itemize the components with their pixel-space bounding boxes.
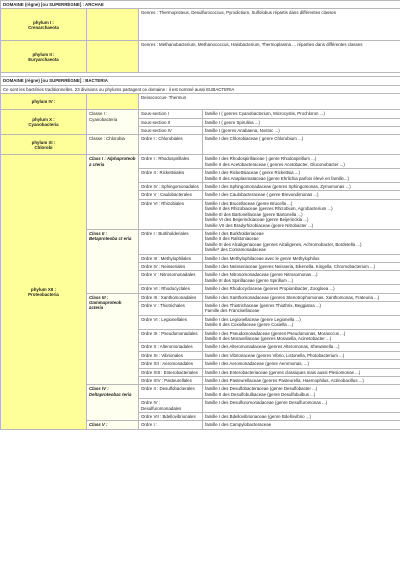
- ordre-cell: Ordre IV : Sphingomonadales: [139, 183, 203, 191]
- famille-cell: famille I des Methylophilaceae avec le genre Methylophilus: [203, 254, 400, 262]
- ordre-cell: Sous-section IV: [139, 127, 203, 135]
- famille-cell: famille I des Caulobacteraceae ( genre Brevundimonas ...): [203, 191, 400, 199]
- ordre-cell: Ordre III : Xanthomonadales: [139, 293, 203, 301]
- ordre-cell: Ordre I :: [139, 421, 203, 429]
- ordre-cell: Ordre II : Desulfobacterales: [139, 385, 203, 399]
- class-cyanobacteria: Classe I : Cyanobacteria: [87, 110, 139, 135]
- famille-cell: famille I des Xanthomonadaceae (genres Stenotrophomonas, Xanthomonas, Frateuria ...): [203, 293, 400, 301]
- phylum-11-label: phylum XI : Chlorobi: [31, 139, 56, 150]
- ordre-cell: Ordre VI : Rhizobiales: [139, 199, 203, 229]
- famille-cell: famille I ( genre Spirulina ...): [203, 118, 400, 126]
- phylum-12-label: phylum XII : Proteobacteria: [28, 286, 59, 298]
- phylum-cyanobacteria: [1, 110, 87, 135]
- ordre-cell: Ordre V : Caulobacterales: [139, 191, 203, 199]
- ordre-cell: Ordre XIII : Enterobacteriales: [139, 368, 203, 376]
- ordre-cell: Sous-section II: [139, 118, 203, 126]
- ordre-cell: Ordre V : Nitrosomonadales: [139, 271, 203, 285]
- famille-cell: famille I des Desulfuromonadaceae (genre Desulfuromonas ...): [203, 399, 400, 413]
- ordre-cell: Sous-section I: [139, 110, 203, 118]
- famille-cell: famille I des Brucellaceae (genre Brucella ...) famille II des Rhizobiaceae (genres Rhizobium, Agrobacterium ...) famille III des Bartonellaceae (genre Bartonella ...) famille VI des Beijerinckiaceae (genre Beijerinckia ...) famille VII des Bradyrhizobiaceae (genre Nitrobacter ...): [203, 199, 400, 229]
- archaea-domain-title: DOMAINE (règne) [ou SUPERRÈGNE] : ARCHAE: [1, 1, 400, 9]
- famille-cell: famille I des Campylobacteraceae: [203, 421, 400, 429]
- phylum-euryarchaeota: [1, 41, 87, 73]
- famille-cell: famille I des Rhodospirillaceae ( genre Rhodospirillum ...) famille II des Acetobacteraceae ( genres Acetobacter, Gluconobacter ...): [203, 155, 400, 169]
- ordre-cell: Ordre III : Methylophilales: [139, 254, 203, 262]
- phylum-proteobacteria: [1, 155, 87, 429]
- ordre-cell: Ordre XIV : Pasteurellales: [139, 377, 203, 385]
- famille-cell: famille I des Neisseriaceae (genres Neisseria, Eikenella, Kingella, Chromobacterium ...): [203, 262, 400, 270]
- famille-cell: famille I des Vibrionaceae (genres Vibrio, Listonella, Photobacterium ...): [203, 351, 400, 359]
- phylum-10-label: phylum X : Cyanobacteria: [28, 116, 59, 128]
- famille-cell: famille I des Bdellovibrionaceae (genre Bdellovibrio ...): [203, 413, 400, 421]
- famille-cell: famille I des Pasteurellaceae (genres Pasteurella, Haemophilus, Actinobacillus ...): [203, 377, 400, 385]
- ordre-cell: Ordre II : Rickettsiales: [139, 169, 203, 183]
- famille-cell: famille I des Rhodocyclaceae (genres Propionibacter, Zoogloea ...): [203, 285, 400, 293]
- phylum-2-text: Genres : Methanobacterium, Methanococcus, Halobacterium, Thermoplasma ... réparties dans différentes classes: [139, 41, 400, 73]
- famille-cell: famille I (genres Anabaena, Nostoc ...): [203, 127, 400, 135]
- class-cell: Class IV : Deltaproteobac teria: [87, 385, 139, 421]
- famille-cell: famille I des Pseudomonadaceae (genres Pseudomonas, Moraxccus ...) famille II des Moraxellaceae (genres Moraxella, Acinetobacter ...): [203, 329, 400, 343]
- famille-cell: famille I des Burkholderiaceae famille II des Ralstoniaceae famille III des Alcaligenaceae (genres Alcaligenes, Achromobacter, Bordetella ...) famille* des Comamonadaceae: [203, 229, 400, 254]
- famille-cell: famille I des Chlorobiaceae ( genre Chlorobium ...): [203, 135, 400, 155]
- phylum-chlorobi: [1, 135, 87, 155]
- bacteria-note: Ce sont les bactéries traditionnelles. 23 divisions ou phylums partagent ce domaine : il est nommé aussi EUBACTERIA: [1, 85, 400, 93]
- famille-cell: famille I des Thiotrichaceae (genres Thiothrix, Beggiatoa ...) Famille des Francisellaceae: [203, 301, 400, 315]
- famille-cell: famille I des Rickettsiaceae ( genre Rickettsia ...) famille II des Anaplasmataceae (genre Ehrlichia parfois élevé en famille...): [203, 169, 400, 183]
- famille-cell: famille I des Legionellaceae (genre Legionella ...) famille II des Coxiellaceae (genre Coxiella ...): [203, 315, 400, 329]
- ordre-cell: Ordre V : Thiotrichales: [139, 301, 203, 315]
- empty-cell: [87, 9, 139, 41]
- phylum-12-body: [1, 155, 400, 429]
- famille-cell: famille I des Nitrosomonadaceae (genre Nitrosomonas ...) famille III des Spirillaceae (genre Spirillum ...): [203, 271, 400, 285]
- phylum-4-text: Deinococcus- Thermus: [139, 94, 400, 110]
- ordre-cell: Ordre IV : Desulfuromonadales: [139, 399, 203, 413]
- class-cell: Class II : Betaproteoba ct eria: [87, 229, 139, 293]
- famille-cell: famille I des Alteromonadaceae (genres Alteromonas, Shewanella ...): [203, 343, 400, 351]
- famille-cell: famille I des Sphingomonadaceae (genres Sphingomonas, Zymomonas ...): [203, 183, 400, 191]
- ordre-cell: Ordre I : Chlorobiales: [139, 135, 203, 155]
- famille-cell: famille I ( genres Cyanobacterium, Microcystis, Prochloron ...): [203, 110, 400, 118]
- ordre-cell: Ordre X : Alteromonadales: [139, 343, 203, 351]
- famille-cell: famille I des Desulfobacteraceae (genre Desulfobacter ...) famille II des Desulfobulbaceae (genre Desulfobulbus ...): [203, 385, 400, 399]
- ordre-cell: Ordre XII : Aeromonadales: [139, 360, 203, 368]
- empty-cell: [87, 94, 139, 110]
- class-cell: Class III : Gammaproteob acteria: [87, 293, 139, 385]
- ordre-cell: Ordre XI : Vibrionales: [139, 351, 203, 359]
- ordre-cell: Ordre I : Burkholderiales: [139, 229, 203, 254]
- phylum-1-label: phylum I : Crenarchaeota: [28, 19, 59, 30]
- phylum-2-label: phylum II : Euryarchaeota: [28, 51, 59, 62]
- ordre-cell: Ordre VI : Rhodocyclales: [139, 285, 203, 293]
- phylum-crenarchaeota: [1, 9, 87, 41]
- ordre-cell: Ordre I : Rhodospirillales: [139, 155, 203, 169]
- class-cell: Class V :: [87, 421, 139, 429]
- empty-cell: [87, 41, 139, 73]
- ordre-cell: Ordre IV : Neisseriales: [139, 262, 203, 270]
- class-cell: Class I : Alphaproteob a cteria: [87, 155, 139, 229]
- class-chlorobia: Classe : Chlorobia: [87, 135, 139, 155]
- ordre-cell: Ordre IX : Pseudomonadales: [139, 329, 203, 343]
- ordre-cell: Ordre VI : Legionellales: [139, 315, 203, 329]
- famille-cell: famille I des Enterobacteriaceae (genres classiques mais aussi Plesiomonas ...): [203, 368, 400, 376]
- phylum-4: phylum IV :: [1, 94, 87, 110]
- famille-cell: famille I des Aeromonadaceae (genre Aeromonas, ...): [203, 360, 400, 368]
- ordre-cell: Ordre VII : Bdellovibrionales: [139, 413, 203, 421]
- bacteria-domain-title: DOMAINE (règne) [ou SUPERRÈGNE] : BACTERIA: [1, 77, 400, 85]
- phylum-1-text: Genres : Thermoproteus, Desulfurococcus, Pyrodictium, Sulfolobus répartis dans différentes classes: [139, 9, 400, 41]
